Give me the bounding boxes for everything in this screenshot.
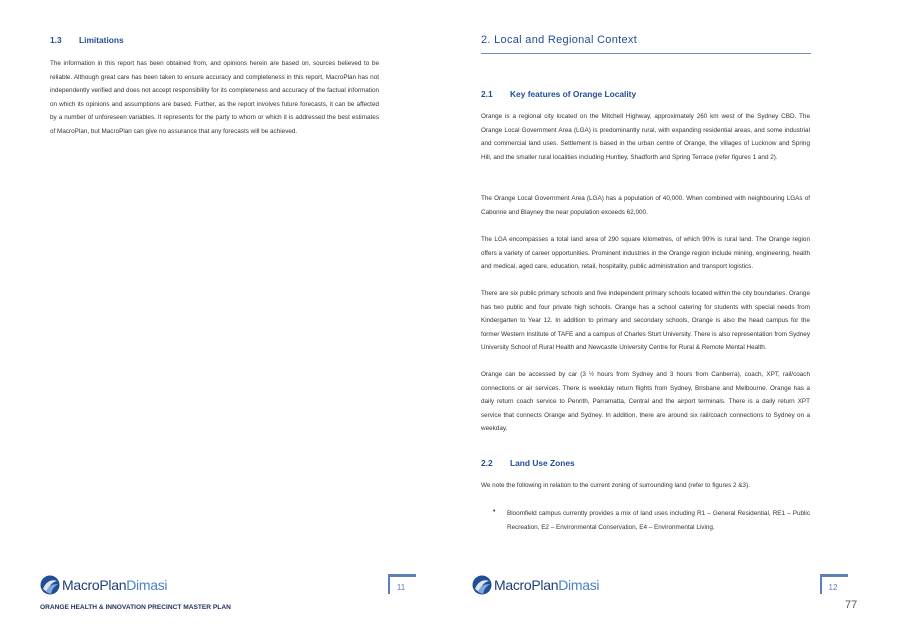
page-number-left: 11	[396, 583, 406, 592]
paragraph-land-area: The LGA encompasses a total land area of 290 square kilometres, of which 90% is rural land. The Orange region offers a variety of career opportunities. Prominent industries in the Orange region include mining, engineering, health and medical, aged care, education, retail, hospitality, public administration and transport logistics.	[481, 236, 810, 271]
logo-wordmark: MacroPlanDimasi	[62, 577, 168, 593]
bullet-item: Bloomfield campus currently provides a mix of land uses including R1 – General Residential, RE1 – Public Recreation, E2 – Environmental Conservation, E4 – Environmental Living.	[507, 510, 810, 531]
paragraph-location: Orange is a regional city located on the Mitchell Highway, approximately 260 km west of the Sydney CBD. The Orange Local Government Area (LGA) is predominantly rural, with expanding residential areas, and some industrial and commercial land uses. Settlement is based in the urban centre of Orange, the villages of Lucknow and Spring Hill, and the smaller rural localities including Huntley, Shadforth and Spring Terrace (refer figures 1 and 2).	[481, 113, 810, 161]
section-number: 1.3	[50, 35, 62, 45]
macroplan-logo-left	[40, 574, 167, 596]
macroplan-globe-icon	[472, 575, 492, 595]
page-number-box-right	[820, 574, 848, 594]
logo-wordmark: MacroPlanDimasi	[494, 577, 600, 593]
subsection-number: 2.2	[481, 458, 493, 468]
page-number-right: 12	[828, 583, 838, 592]
paragraph-transport: Orange can be accessed by car (3 ½ hours from Sydney and 3 hours from Canberra), coach, XPT, rail/coach connections or air services. There is weekday return flights from Sydney, Brisbane and Melbourne. Orange has a daily return coach service to Penrith, Parramatta, Central and the airport terminals. There is a daily return XPT service that connects Orange and Sydney. In addition, there are around six rail/coach connections to Sydney on a weekday.	[481, 371, 810, 433]
section-title: Limitations	[79, 35, 124, 45]
document-page-number: 77	[845, 599, 858, 611]
subsection-title: Key features of Orange Locality	[510, 89, 637, 99]
section-heading-limitations	[50, 35, 124, 45]
bullet-dot-icon: •	[493, 508, 496, 515]
macroplan-globe-icon	[40, 575, 60, 595]
subsection-heading-land-use	[481, 458, 575, 468]
left-page	[0, 0, 448, 634]
chapter-heading: 2. Local and Regional Context	[481, 34, 638, 46]
subsection-heading-key-features	[481, 89, 636, 99]
paragraph-population: The Orange Local Government Area (LGA) has a population of 40,000. When combined with neighbouring LGAs of Cabonne and Blayney the near population exceeds 62,000.	[481, 195, 810, 216]
paragraph-schools: There are six public primary schools and five independent primary schools located within the city boundaries. Orange has two public and four private high schools. Orange has a school catering for students with special needs from Kindergarten to Year 12. In addition to primary and secondary schools, Orange is also the head campus for the former Western Institute of TAFE and a campus of Charles Sturt University. There is also representation from Sydney University School of Rural Health and Newcastle University Centre for Rural & Remote Mental Health.	[481, 290, 810, 352]
paragraph-land-use-intro: We note the following in relation to the current zoning of surrounding land (refer to figures 2 &3).	[481, 482, 750, 489]
subsection-number: 2.1	[481, 89, 493, 99]
chapter-heading-rule	[481, 53, 811, 54]
subsection-title: Land Use Zones	[510, 458, 575, 468]
macroplan-logo-right	[472, 574, 599, 596]
page-number-box-left	[388, 574, 416, 594]
footer-document-title: ORANGE HEALTH & INNOVATION PRECINCT MASTER PLAN	[40, 604, 231, 611]
limitations-paragraph: The information in this report has been obtained from, and opinions herein are based on, sources believed to be reliable. Although great care has been taken to ensure accuracy and completeness in this report, MacroPlan has not independently verified and does not accept responsibility for its completeness and accuracy of the factual information on which its opinions and assumptions are based. Further, as the report involves future forecasts, it can be affected by a number of unforeseen variables. It represents for the party to whom or which it is addressed the best estimates of MacroPlan, but MacroPlan can give no assurance that any forecasts will be achieved.	[50, 60, 379, 135]
